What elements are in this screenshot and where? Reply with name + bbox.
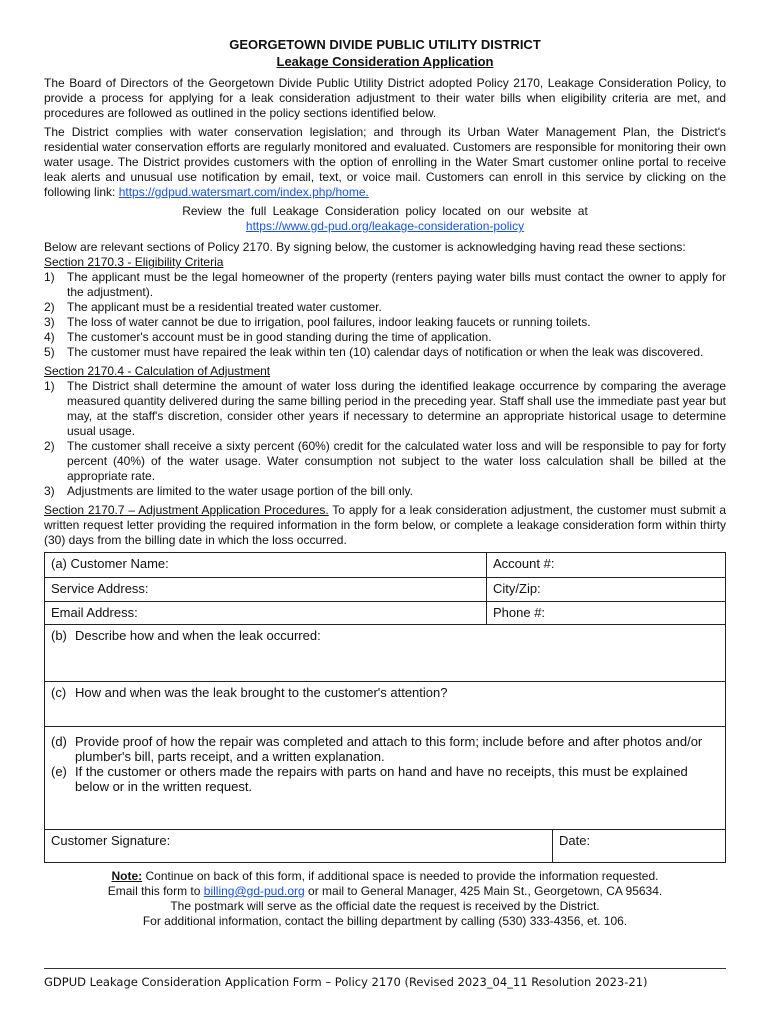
section-2170-3-heading: Section 2170.3 - Eligibility Criteria bbox=[44, 255, 224, 269]
account-field[interactable]: Account #: bbox=[487, 553, 726, 578]
document-subtitle: Leakage Consideration Application bbox=[276, 54, 494, 69]
service-address-field[interactable]: Service Address: bbox=[45, 578, 487, 602]
watersmart-link[interactable]: https://gdpud.watersmart.com/index.php/home. bbox=[118, 185, 369, 199]
document-page bbox=[44, 36, 726, 929]
email-line: Email this form to billing@gd-pud.org or mail to General Manager, 425 Main St., Georgetown, CA 95634. bbox=[107, 884, 663, 898]
note-label: Note: bbox=[111, 869, 143, 883]
leak-description-field[interactable]: (b) Describe how and when the leak occurred: bbox=[45, 625, 726, 682]
date-field[interactable]: Date: bbox=[559, 833, 591, 848]
list-item: 2) The customer shall receive a sixty percent (60%) credit for the calculated water loss and will be responsible to pay for forty percent (40%) of the water usage. Water consumption not subject to the water loss calculation shall be billed at the appropriate rate. bbox=[44, 439, 726, 483]
intro-paragraph: The Board of Directors of the Georgetown Divide Public Utility District adopted Policy 2170, Leakage Consideration Policy, to provide a process for applying for a leak consideration adjustment to their water bills when eligibility criteria are met, and procedures are followed as outlined in the policy sections identified below. bbox=[44, 76, 726, 120]
list-item: 4) The customer's account must be in good standing during the time of application. bbox=[44, 330, 492, 344]
repair-proof-field[interactable]: (d) Provide proof of how the repair was completed and attach to this form; include before and after photos and/or plumber's bill, parts receipt, and a written explanation. (e) If the customer or others made the repairs with parts on hand and have no receipts, this must be explained below or in the written request. bbox=[45, 727, 726, 830]
procedures-text: To apply for a leak consideration adjustment, the customer must submit a written request letter providing the required information in the form below, or complete a leakage consideration form within thirty (30) days from the billing date in which the loss occurred. bbox=[44, 503, 726, 547]
list-item: 2) The applicant must be a residential treated water customer. bbox=[44, 300, 382, 314]
application-form bbox=[44, 552, 726, 863]
customer-signature-field[interactable]: Customer Signature: bbox=[45, 830, 553, 862]
page-footer: GDPUD Leakage Consideration Application Form – Policy 2170 (Revised 2023_04_11 Resolution 2023-21) bbox=[44, 968, 726, 990]
procedures-paragraph bbox=[44, 503, 726, 548]
relevant-sections-text: Below are relevant sections of Policy 2170. By signing below, the customer is acknowledging having read these sections: bbox=[44, 240, 686, 254]
policy-link-line bbox=[44, 219, 726, 234]
list-item: 3) The loss of water cannot be due to irrigation, pool failures, indoor leaking faucets or running toilets. bbox=[44, 315, 591, 329]
email-address-field[interactable]: Email Address: bbox=[45, 602, 487, 625]
billing-email-link[interactable]: billing@gd-pud.org bbox=[203, 884, 305, 898]
list-item: 3) Adjustments are limited to the water usage portion of the bill only. bbox=[44, 484, 413, 498]
phone-field[interactable]: Phone #: bbox=[487, 602, 726, 625]
list-item: 5) The customer must have repaired the leak within ten (10) calendar days of notification or when the leak was discovered. bbox=[44, 345, 704, 359]
submission-notes bbox=[44, 869, 726, 929]
list-item: 1) The District shall determine the amount of water loss during the identified leakage occurrence by comparing the average measured quantity delivered during the same billing period in the preceding year. Staff shall use the immediate past year but may, at the staff's discretion, consider other years if necessary to determine an appropriate historical usage to determine usual usage. bbox=[44, 379, 726, 438]
contact-line: For additional information, contact the billing department by calling (530) 333-4356, et. 106. bbox=[142, 914, 628, 928]
customer-name-field[interactable]: (a) Customer Name: bbox=[45, 553, 487, 578]
signature-row bbox=[45, 830, 726, 863]
document-title: GEORGETOWN DIVIDE PUBLIC UTILITY DISTRICT bbox=[229, 37, 541, 52]
conservation-text: The District complies with water conservation legislation; and through its Urban Water Management Plan, the District's residential water conservation efforts are regularly monitored and evaluated. Customers are responsible for monitoring their own water usage. The District provides customers with the option of enrolling in the Water Smart customer online portal to receive leak alerts and unusual use notification by email, text, or voice mail. Customers can enroll in this service by clicking on the following link: bbox=[44, 125, 726, 199]
eligibility-list bbox=[44, 270, 726, 360]
review-text: Review the full Leakage Consideration policy located on our website at bbox=[182, 204, 588, 218]
section-2170-4-heading: Section 2170.4 - Calculation of Adjustment bbox=[44, 364, 271, 378]
calculation-list bbox=[44, 379, 726, 499]
postmark-line: The postmark will serve as the official date the request is received by the District. bbox=[170, 899, 600, 913]
leak-discovery-field[interactable]: (c) How and when was the leak brought to the customer's attention? bbox=[45, 682, 726, 727]
section-2170-7-heading: Section 2170.7 – Adjustment Application Procedures. bbox=[44, 503, 329, 517]
list-item: 1) The applicant must be the legal homeowner of the property (renters paying water bills must contact the owner to apply for the adjustment). bbox=[44, 270, 726, 299]
conservation-paragraph bbox=[44, 125, 726, 200]
note-line: Note: Continue on back of this form, if additional space is needed to provide the information requested. bbox=[111, 869, 659, 883]
policy-link[interactable]: https://www.gd-pud.org/leakage-consideration-policy bbox=[245, 219, 525, 233]
city-zip-field[interactable]: City/Zip: bbox=[487, 578, 726, 602]
